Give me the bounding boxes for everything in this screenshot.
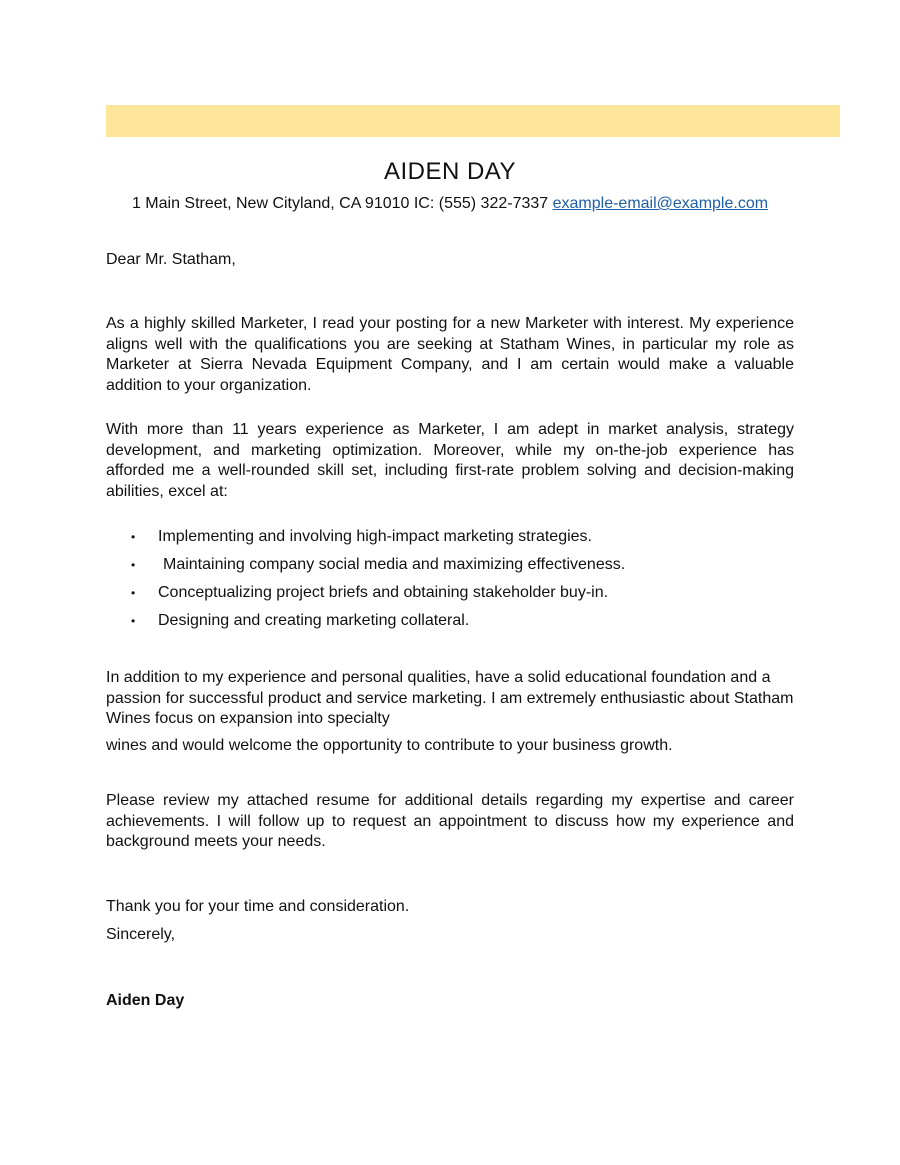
paragraph-intro: As a highly skilled Marketer, I read your posting for a new Marketer with interest. My experience aligns well with the qualifications you are seeking at Statham Wines, in particular my role as Marketer at Sierra Nevada Equipment Company, and I am certain would make a valuable addition to your organization.: [106, 315, 794, 394]
thank-you-line: Thank you for your time and consideration.: [106, 898, 410, 915]
list-item-text: Maintaining company social media and maximizing effectiveness.: [163, 556, 626, 573]
list-item-text: Designing and creating marketing collateral.: [158, 612, 470, 629]
list-item-text: Conceptualizing project briefs and obtaining stakeholder buy-in.: [158, 584, 609, 601]
bullet-icon: •: [131, 614, 136, 628]
email-link[interactable]: example-email@example.com: [552, 195, 769, 212]
bullet-icon: •: [131, 586, 136, 600]
list-item: [106, 583, 794, 611]
skills-list: [106, 527, 794, 639]
list-item: [106, 555, 794, 583]
applicant-name: AIDEN DAY: [383, 158, 517, 185]
signature-name: Aiden Day: [106, 992, 185, 1009]
bullet-icon: •: [131, 558, 136, 572]
list-item: [106, 611, 794, 639]
greeting: Dear Mr. Statham,: [106, 251, 236, 268]
paragraph-education: In addition to my experience and personal qualities, have a solid educational foundation and a passion for successful product and service marketing. I am extremely enthusiastic about Statham Wines focus on expansion into specialty: [106, 669, 794, 727]
bullet-icon: •: [131, 530, 136, 544]
list-item: [106, 527, 794, 555]
paragraph-education-continued: wines and would welcome the opportunity to contribute to your business growth.: [106, 737, 673, 754]
header-accent-bar: [106, 105, 840, 137]
paragraph-closing: Please review my attached resume for additional details regarding my expertise and career achievements. I will follow up to request an appointment to discuss how my experience and background meets your needs.: [106, 792, 794, 850]
contact-address-phone: 1 Main Street, New Cityland, CA 91010 IC: (555) 322-7337: [131, 195, 553, 212]
closing-salutation: Sincerely,: [106, 926, 176, 943]
contact-line: [0, 195, 900, 213]
paragraph-experience: With more than 11 years experience as Marketer, I am adept in market analysis, strategy development, and marketing optimization. Moreover, while my on-the-job experience has afforded me a well-rounded skill set, including first-rate problem solving and decision-making abilities, excel at:: [106, 421, 794, 500]
list-item-text: Implementing and involving high-impact marketing strategies.: [158, 528, 592, 545]
